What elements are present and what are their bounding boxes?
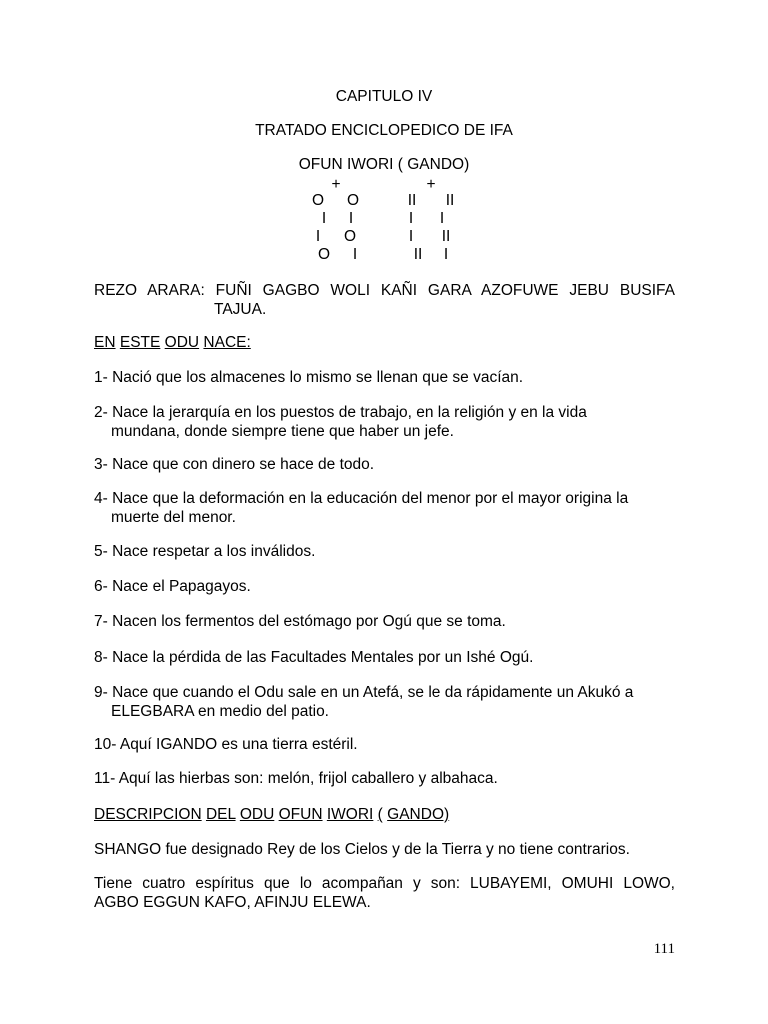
sign-mark: II bbox=[407, 192, 417, 209]
sign-mark: I bbox=[315, 228, 321, 245]
list-item bbox=[94, 403, 675, 441]
heading-word: IWORI bbox=[326, 806, 374, 823]
sign-mark: I bbox=[352, 246, 358, 263]
heading-word: OFUN bbox=[278, 806, 323, 823]
plus-mark-left: + bbox=[331, 176, 341, 193]
list-item-line: 5- Nace respetar a los inválidos. bbox=[94, 543, 316, 560]
list-item bbox=[94, 735, 675, 754]
sign-mark: O bbox=[311, 192, 325, 209]
paragraph-line: SHANGO fue designado Rey de los Cielos y de la Tierra y no tiene contrarios. bbox=[94, 841, 630, 858]
list-item-line: 4- Nace que la deformación en la educación del menor por el mayor origina la bbox=[94, 490, 629, 507]
sign-mark: I bbox=[321, 210, 327, 227]
list-item-line: 2- Nace la jerarquía en los puestos de trabajo, en la religión y en la vida bbox=[94, 404, 587, 421]
chapter-title: CAPITULO IV bbox=[335, 88, 433, 105]
sign-mark: II bbox=[413, 246, 423, 263]
list-item bbox=[94, 368, 675, 387]
heading-word: ODU bbox=[239, 806, 275, 823]
list-item-line: 8- Nace la pérdida de las Facultades Mentales por un Ishé Ogú. bbox=[94, 649, 534, 666]
sign-mark: O bbox=[346, 192, 360, 209]
sign-mark: I bbox=[408, 228, 414, 245]
heading-word: ODU bbox=[164, 334, 200, 351]
section-heading-nace bbox=[94, 333, 675, 352]
sign-mark: I bbox=[348, 210, 354, 227]
heading-word: DESCRIPCION bbox=[94, 806, 202, 823]
page-number: 111 bbox=[653, 941, 675, 957]
treatise-title: TRATADO ENCICLOPEDICO DE IFA bbox=[255, 122, 513, 139]
list-item-line: 3- Nace que con dinero se hace de todo. bbox=[94, 456, 375, 473]
paragraph bbox=[94, 874, 675, 912]
sign-mark: I bbox=[439, 210, 445, 227]
rezo-line: TAJUA. bbox=[214, 301, 267, 318]
list-item-line: 9- Nace que cuando el Odu sale en un Atefá, se le da rápidamente un Akukó a bbox=[94, 684, 634, 701]
sign-mark: O bbox=[343, 228, 357, 245]
list-item bbox=[94, 769, 675, 788]
rezo-arara bbox=[94, 281, 675, 319]
paragraph-line: Tiene cuatro espíritus que lo acompañan y son: LUBAYEMI, OMUHI LOWO, bbox=[94, 875, 675, 892]
paragraph-line: AGBO EGGUN KAFO, AFINJU ELEWA. bbox=[94, 894, 371, 911]
sign-mark: I bbox=[408, 210, 414, 227]
list-item-continuation: ELEGBARA en medio del patio. bbox=[111, 703, 329, 720]
odu-title: OFUN IWORI ( GANDO) bbox=[298, 156, 470, 173]
heading-word: DEL bbox=[205, 806, 236, 823]
heading-word: NACE: bbox=[203, 334, 251, 351]
paragraph bbox=[94, 840, 675, 859]
heading-word: ( bbox=[377, 806, 383, 823]
list-item bbox=[94, 489, 675, 527]
list-item-line: 11- Aquí las hierbas son: melón, frijol caballero y albahaca. bbox=[94, 770, 498, 787]
list-item-continuation: mundana, donde siempre tiene que haber un jefe. bbox=[111, 423, 454, 440]
sign-mark: I bbox=[443, 246, 449, 263]
list-item bbox=[94, 577, 675, 596]
sign-mark: II bbox=[445, 192, 455, 209]
list-item bbox=[94, 683, 675, 721]
list-item-line: 6- Nace el Papagayos. bbox=[94, 578, 251, 595]
sign-mark: II bbox=[441, 228, 451, 245]
list-item-line: 10- Aquí IGANDO es una tierra estéril. bbox=[94, 736, 358, 753]
list-item bbox=[94, 542, 675, 561]
plus-mark-right: + bbox=[426, 176, 436, 193]
heading-word: GANDO) bbox=[387, 806, 450, 823]
list-item-line: 7- Nacen los fermentos del estómago por Ogú que se toma. bbox=[94, 613, 506, 630]
list-item bbox=[94, 455, 675, 474]
sign-mark: O bbox=[317, 246, 331, 263]
list-item-continuation: muerte del menor. bbox=[111, 509, 236, 526]
list-item bbox=[94, 612, 675, 631]
heading-word: ESTE bbox=[119, 334, 161, 351]
list-item-line: 1- Nació que los almacenes lo mismo se llenan que se vacían. bbox=[94, 369, 524, 386]
heading-word: EN bbox=[94, 334, 116, 351]
rezo-line: REZO ARARA: FUÑI GAGBO WOLI KAÑI GARA AZOFUWE JEBU BUSIFA bbox=[94, 282, 675, 299]
section-heading-descripcion bbox=[94, 805, 675, 824]
list-item bbox=[94, 648, 675, 667]
